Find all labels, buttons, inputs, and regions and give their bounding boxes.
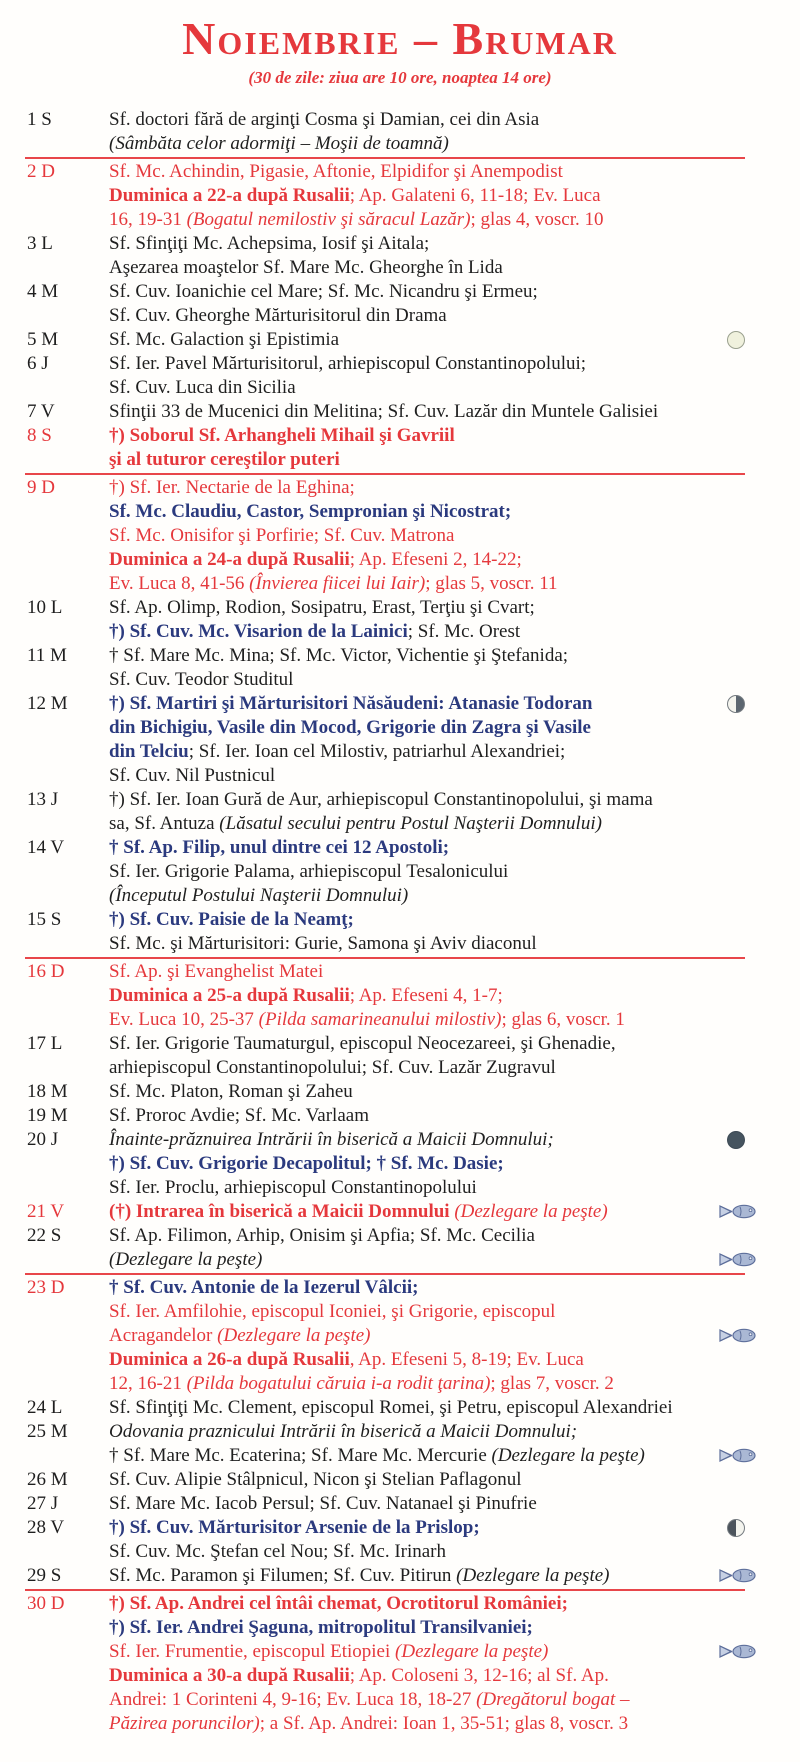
day-content bbox=[109, 1200, 800, 1224]
text-segment: Sf. Ier. Frumentie, episcopul Etiopiei bbox=[109, 1641, 396, 1662]
day-row-18 bbox=[0, 1080, 800, 1104]
text-segment: Sf. Ier. Grigorie Taumaturgul, episcopul Neocezareei, şi Ghenadie, bbox=[109, 1033, 616, 1054]
calendar-line bbox=[109, 184, 800, 208]
month-title: Noiembrie – Brumar bbox=[182, 13, 618, 64]
day-content bbox=[109, 328, 800, 352]
calendar-line bbox=[109, 1200, 800, 1224]
day-row-6 bbox=[0, 352, 800, 400]
day-row-29 bbox=[0, 1564, 800, 1588]
calendar-list bbox=[0, 108, 800, 1736]
day-row-24 bbox=[0, 1396, 800, 1420]
day-content bbox=[109, 1128, 800, 1200]
day-label: 3 L bbox=[27, 233, 53, 254]
text-segment: (Pilda samarineanului milostiv) bbox=[258, 1009, 502, 1030]
text-segment: ; Ap. Galateni 6, 11-18; Ev. Luca bbox=[349, 185, 601, 206]
text-segment: Ev. Luca 10, 25-37 bbox=[109, 1009, 259, 1030]
text-segment: †) Sf. Cuv. Mărturisitor Arsenie de la Prislop; bbox=[109, 1517, 480, 1538]
day-row-27 bbox=[0, 1492, 800, 1516]
sunday-separator-line bbox=[25, 1589, 745, 1591]
text-segment: (Dezlegare la peşte) bbox=[456, 1565, 610, 1586]
sunday-separator-line bbox=[25, 957, 745, 959]
day-row-3 bbox=[0, 232, 800, 280]
text-segment: , Ap. Efeseni 5, 8-19; Ev. Luca bbox=[349, 1349, 584, 1370]
day-row-11 bbox=[0, 644, 800, 692]
day-content bbox=[109, 960, 800, 1032]
text-segment: Sf. Mc. Galaction şi Epistimia bbox=[109, 329, 340, 350]
calendar-line bbox=[109, 1324, 800, 1348]
text-segment: Sf. Sfinţiţi Mc. Clement, episcopul Romei, şi Petru, episcopul Alexandriei bbox=[109, 1397, 673, 1418]
new-moon-icon bbox=[727, 1131, 745, 1149]
text-segment: Sf. Cuv. Alipie Stâlpnicul, Nicon şi Stelian Paflagonul bbox=[109, 1469, 522, 1490]
text-segment: Duminica a 30-a după Rusalii bbox=[109, 1665, 350, 1686]
day-label: 4 M bbox=[27, 281, 59, 302]
text-segment: arhiepiscopul Constantinopolului; Sf. Cuv. Lazăr Zugravul bbox=[109, 1057, 556, 1078]
calendar-line bbox=[109, 328, 800, 352]
text-segment: (Lăsatul secului pentru Postul Naşterii Domnului) bbox=[219, 813, 602, 834]
calendar-line bbox=[109, 1492, 800, 1516]
day-content bbox=[109, 644, 800, 692]
day-label: 5 M bbox=[27, 329, 59, 350]
fish-icon bbox=[718, 1327, 758, 1344]
fish-icon bbox=[718, 1251, 758, 1268]
calendar-line bbox=[109, 1564, 800, 1588]
day-row-22 bbox=[0, 1224, 800, 1272]
text-segment: Sf. Cuv. Ioanichie cel Mare; Sf. Mc. Nicandru şi Ermeu; bbox=[109, 281, 538, 302]
text-segment: ; Sf. Mc. Orest bbox=[407, 621, 521, 642]
text-segment: Păzirea poruncilor) bbox=[109, 1713, 260, 1734]
day-content bbox=[109, 1564, 800, 1588]
text-segment: Andrei: 1 Corinteni 4, 9-16; Ev. Luca 18, 18-27 bbox=[109, 1689, 477, 1710]
calendar-line bbox=[109, 1616, 800, 1640]
calendar-line bbox=[109, 1592, 800, 1616]
day-label: 23 D bbox=[27, 1277, 65, 1298]
text-segment: 12, 16-21 bbox=[109, 1373, 187, 1394]
text-segment: Sf. Mare Mc. Iacob Persul; Sf. Cuv. Natanael şi Pinufrie bbox=[109, 1493, 537, 1514]
calendar-line bbox=[109, 280, 800, 304]
text-segment: Sf. Cuv. Nil Pustnicul bbox=[109, 765, 276, 786]
day-content bbox=[109, 400, 800, 424]
text-segment: Sf. Mc. şi Mărturisitori: Gurie, Samona şi Aviv diaconul bbox=[109, 933, 537, 954]
day-content bbox=[109, 1080, 800, 1104]
day-label: 13 J bbox=[27, 789, 59, 810]
day-content bbox=[109, 692, 800, 788]
calendar-line bbox=[109, 572, 800, 596]
day-label: 18 M bbox=[27, 1081, 68, 1102]
calendar-line bbox=[109, 524, 800, 548]
text-segment: (Dezlegare la peşte) bbox=[109, 1249, 263, 1270]
day-label: 25 M bbox=[27, 1421, 68, 1442]
fish-icon bbox=[718, 1447, 758, 1464]
day-label: 11 M bbox=[27, 645, 67, 666]
text-segment: † Sf. Cuv. Antonie de la Iezerul Vâlcii; bbox=[109, 1277, 419, 1298]
text-segment: (Sâmbăta celor adormiţi – Moşii de toamnă) bbox=[109, 133, 449, 154]
day-label: 19 M bbox=[27, 1105, 68, 1126]
calendar-line bbox=[109, 908, 800, 932]
day-label: 14 V bbox=[27, 837, 65, 858]
calendar-line bbox=[109, 788, 800, 812]
fish-icon bbox=[718, 1643, 758, 1660]
calendar-line bbox=[109, 860, 800, 884]
day-label: 28 V bbox=[27, 1517, 65, 1538]
calendar-line bbox=[109, 1640, 800, 1664]
text-segment: Aşezarea moaştelor Sf. Mare Mc. Gheorghe în Lida bbox=[109, 257, 503, 278]
fish-icon bbox=[718, 1567, 758, 1584]
day-row-7 bbox=[0, 400, 800, 424]
calendar-line bbox=[109, 740, 800, 764]
day-label: 8 S bbox=[27, 425, 52, 446]
day-label: 22 S bbox=[27, 1225, 62, 1246]
text-segment: †) Sf. Martiri şi Mărturisitori Năsăudeni: Atanasie Todoran bbox=[109, 693, 593, 714]
calendar-line bbox=[109, 1056, 800, 1080]
day-row-14 bbox=[0, 836, 800, 908]
day-content bbox=[109, 1468, 800, 1492]
text-segment: Sf. Mc. Paramon şi Filumen; Sf. Cuv. Pitirun bbox=[109, 1565, 457, 1586]
calendar-line bbox=[109, 1152, 800, 1176]
text-segment: ; Ap. Coloseni 3, 12-16; al Sf. Ap. bbox=[349, 1665, 609, 1686]
text-segment: Sf. Mc. Achindin, Pigasie, Aftonie, Elpidifor şi Anempodist bbox=[109, 161, 563, 182]
text-segment: Duminica a 26-a după Rusalii bbox=[109, 1349, 350, 1370]
sunday-separator-line bbox=[25, 157, 745, 159]
day-row-13 bbox=[0, 788, 800, 836]
text-segment: Sf. Cuv. Teodor Studitul bbox=[109, 669, 294, 690]
text-segment: (Începutul Postului Naşterii Domnului) bbox=[109, 885, 409, 906]
text-segment: †) Sf. Ap. Andrei cel întâi chemat, Ocrotitorul României; bbox=[109, 1593, 568, 1614]
day-label: 30 D bbox=[27, 1593, 65, 1614]
text-segment: †) Sf. Ier. Ioan Gură de Aur, arhiepiscopul Constantinopolului, şi mama bbox=[109, 789, 653, 810]
calendar-line bbox=[109, 376, 800, 400]
calendar-line bbox=[109, 132, 800, 156]
day-content bbox=[109, 1104, 800, 1128]
calendar-line bbox=[109, 1224, 800, 1248]
text-segment: Sf. doctori fără de arginţi Cosma şi Damian, cei din Asia bbox=[109, 109, 540, 130]
day-label: 21 V bbox=[27, 1201, 65, 1222]
calendar-line bbox=[109, 256, 800, 280]
text-segment: † Sf. Mare Mc. Mina; Sf. Mc. Victor, Vichentie şi Ştefanida; bbox=[109, 645, 569, 666]
text-segment: ; Sf. Ier. Ioan cel Milostiv, patriarhul Alexandriei; bbox=[188, 741, 566, 762]
day-label: 26 M bbox=[27, 1469, 68, 1490]
calendar-line bbox=[109, 448, 800, 472]
text-segment: ; Ap. Efeseni 2, 14-22; bbox=[349, 549, 522, 570]
calendar-line bbox=[109, 1080, 800, 1104]
text-segment: ; glas 4, voscr. 10 bbox=[470, 209, 604, 230]
calendar-line bbox=[109, 812, 800, 836]
text-segment: şi al tuturor cereştilor puteri bbox=[109, 449, 340, 470]
calendar-line bbox=[109, 232, 800, 256]
calendar-line bbox=[109, 1372, 800, 1396]
day-row-23 bbox=[0, 1276, 800, 1396]
day-content bbox=[109, 108, 800, 156]
text-segment: Duminica a 22-a după Rusalii bbox=[109, 185, 350, 206]
fish-icon bbox=[718, 1203, 758, 1220]
day-label: 9 D bbox=[27, 477, 55, 498]
text-segment: (Pilda bogatului căruia i-a rodit ţarina) bbox=[186, 1373, 491, 1394]
day-label: 10 L bbox=[27, 597, 63, 618]
day-label: 15 S bbox=[27, 909, 62, 930]
calendar-line bbox=[109, 932, 800, 956]
calendar-line bbox=[109, 1396, 800, 1420]
day-row-10 bbox=[0, 596, 800, 644]
text-segment: † Sf. Ap. Filip, unul dintre cei 12 Apostoli; bbox=[109, 837, 450, 858]
calendar-line bbox=[109, 1276, 800, 1300]
text-segment: Sf. Mc. Claudiu, Castor, Sempronian şi Nicostrat; bbox=[109, 501, 512, 522]
text-segment: din Telciu bbox=[109, 741, 189, 762]
calendar-line bbox=[109, 1516, 800, 1540]
day-content bbox=[109, 352, 800, 400]
day-content bbox=[109, 1396, 800, 1420]
text-segment: †) Sf. Cuv. Paisie de la Neamţ; bbox=[109, 909, 354, 930]
text-segment: Ev. Luca 8, 41-56 bbox=[109, 573, 250, 594]
calendar-line bbox=[109, 548, 800, 572]
day-row-26 bbox=[0, 1468, 800, 1492]
text-segment: †) Sf. Ier. Andrei Şaguna, mitropolitul Transilvaniei; bbox=[109, 1617, 533, 1638]
calendar-line bbox=[109, 500, 800, 524]
text-segment: Sf. Mc. Onisifor şi Porfirie; Sf. Cuv. Matrona bbox=[109, 525, 455, 546]
text-segment: ; glas 6, voscr. 1 bbox=[501, 1009, 625, 1030]
calendar-line bbox=[109, 108, 800, 132]
day-label: 20 J bbox=[27, 1129, 59, 1150]
calendar-line bbox=[109, 208, 800, 232]
day-content bbox=[109, 232, 800, 280]
day-content bbox=[109, 1224, 800, 1272]
day-label: 2 D bbox=[27, 161, 55, 182]
text-segment: ; glas 7, voscr. 2 bbox=[490, 1373, 614, 1394]
sunday-separator-line bbox=[25, 473, 745, 475]
text-segment: †) Sf. Ier. Nectarie de la Eghina; bbox=[109, 477, 355, 498]
day-label: 27 J bbox=[27, 1493, 59, 1514]
calendar-line bbox=[109, 884, 800, 908]
last-quarter-moon-icon bbox=[727, 695, 745, 713]
day-row-4 bbox=[0, 280, 800, 328]
text-segment: (Dezlegare la peşte) bbox=[395, 1641, 549, 1662]
day-label: 29 S bbox=[27, 1565, 62, 1586]
day-row-12 bbox=[0, 692, 800, 788]
day-content bbox=[109, 160, 800, 232]
calendar-line bbox=[109, 764, 800, 788]
day-row-16 bbox=[0, 960, 800, 1032]
calendar-line bbox=[109, 984, 800, 1008]
calendar-line bbox=[109, 1104, 800, 1128]
calendar-line bbox=[109, 160, 800, 184]
calendar-line bbox=[109, 596, 800, 620]
calendar-line bbox=[109, 1032, 800, 1056]
day-content bbox=[109, 1516, 800, 1564]
text-segment: (Dezlegare la peşte) bbox=[454, 1201, 608, 1222]
calendar-line bbox=[109, 400, 800, 424]
day-content bbox=[109, 280, 800, 328]
calendar-line bbox=[109, 304, 800, 328]
calendar-line bbox=[109, 1300, 800, 1324]
calendar-line bbox=[109, 1176, 800, 1200]
text-segment: †) Sf. Cuv. Grigorie Decapolitul; † Sf. Mc. Dasie; bbox=[109, 1153, 504, 1174]
text-segment: Duminica a 25-a după Rusalii bbox=[109, 985, 350, 1006]
calendar-line bbox=[109, 424, 800, 448]
day-row-25 bbox=[0, 1420, 800, 1468]
calendar-line bbox=[109, 960, 800, 984]
day-row-15 bbox=[0, 908, 800, 956]
calendar-line bbox=[109, 1688, 800, 1712]
text-segment: ; a Sf. Ap. Andrei: Ioan 1, 35-51; glas 8, voscr. 3 bbox=[259, 1713, 629, 1734]
text-segment: Înainte-prăznuirea Intrării în biserică a Maicii Domnului; bbox=[109, 1129, 554, 1150]
day-row-19 bbox=[0, 1104, 800, 1128]
calendar-line bbox=[109, 668, 800, 692]
day-label: 12 M bbox=[27, 693, 68, 714]
text-segment: Duminica a 24-a după Rusalii bbox=[109, 549, 350, 570]
calendar-line bbox=[109, 692, 800, 716]
day-label: 6 J bbox=[27, 353, 49, 374]
calendar-line bbox=[109, 476, 800, 500]
text-segment: Sf. Ap. şi Evanghelist Matei bbox=[109, 961, 324, 982]
text-segment: sa, Sf. Antuza bbox=[109, 813, 220, 834]
text-segment: Sf. Proroc Avdie; Sf. Mc. Varlaam bbox=[109, 1105, 369, 1126]
text-segment: Sf. Cuv. Mc. Ştefan cel Nou; Sf. Mc. Irinarh bbox=[109, 1541, 447, 1562]
calendar-line bbox=[109, 1248, 800, 1272]
month-subtitle: (30 de zile: ziua are 10 ore, noaptea 14 ore) bbox=[248, 68, 552, 87]
day-content bbox=[109, 908, 800, 956]
day-label: 17 L bbox=[27, 1033, 63, 1054]
day-row-5 bbox=[0, 328, 800, 352]
text-segment: Sf. Ier. Grigorie Palama, arhiepiscopul Tesalonicului bbox=[109, 861, 509, 882]
day-row-28 bbox=[0, 1516, 800, 1564]
calendar-line bbox=[109, 1444, 800, 1468]
text-segment: Sf. Ap. Filimon, Arhip, Onisim şi Apfia; Sf. Mc. Cecilia bbox=[109, 1225, 535, 1246]
text-segment: Sfinţii 33 de Mucenici din Melitina; Sf. Cuv. Lazăr din Muntele Galisiei bbox=[109, 401, 659, 422]
calendar-line bbox=[109, 716, 800, 740]
text-segment: Sf. Ier. Pavel Mărturisitorul, arhiepiscopul Constantinopolului; bbox=[109, 353, 587, 374]
day-row-30 bbox=[0, 1592, 800, 1736]
day-content bbox=[109, 596, 800, 644]
text-segment: (†) Intrarea în biserică a Maicii Domnului bbox=[109, 1201, 455, 1222]
text-segment: Sf. Sfinţiţi Mc. Achepsima, Iosif şi Aitala; bbox=[109, 233, 430, 254]
calendar-line bbox=[109, 1348, 800, 1372]
text-segment: din Bichigiu, Vasile din Mocod, Grigorie din Zagra şi Vasile bbox=[109, 717, 591, 738]
sunday-separator-line bbox=[25, 1273, 745, 1275]
text-segment: Sf. Cuv. Luca din Sicilia bbox=[109, 377, 296, 398]
calendar-line bbox=[109, 1128, 800, 1152]
day-label: 1 S bbox=[27, 109, 52, 130]
text-segment: Sf. Ier. Proclu, arhiepiscopul Constantinopolului bbox=[109, 1177, 477, 1198]
full-moon-icon bbox=[727, 331, 745, 349]
text-segment: ; Ap. Efeseni 4, 1-7; bbox=[349, 985, 503, 1006]
day-label: 16 D bbox=[27, 961, 65, 982]
text-segment: Acragandelor bbox=[109, 1325, 218, 1346]
day-content bbox=[109, 788, 800, 836]
day-content bbox=[109, 476, 800, 596]
day-row-2 bbox=[0, 160, 800, 232]
first-quarter-moon-icon bbox=[727, 1519, 745, 1537]
calendar-line bbox=[109, 1664, 800, 1688]
calendar-line bbox=[109, 1420, 800, 1444]
text-segment: (Dregătorul bogat – bbox=[476, 1689, 630, 1710]
text-segment: ; glas 5, voscr. 11 bbox=[425, 573, 558, 594]
calendar-line bbox=[109, 1008, 800, 1032]
calendar-line bbox=[109, 620, 800, 644]
day-content bbox=[109, 1492, 800, 1516]
text-segment: †) Sf. Cuv. Mc. Visarion de la Lainici bbox=[109, 621, 408, 642]
day-row-20 bbox=[0, 1128, 800, 1200]
text-segment: (Învierea fiicei lui Iair) bbox=[249, 573, 426, 594]
day-row-17 bbox=[0, 1032, 800, 1080]
day-row-21 bbox=[0, 1200, 800, 1224]
calendar-line bbox=[109, 644, 800, 668]
text-segment: Sf. Cuv. Gheorghe Mărturisitorul din Drama bbox=[109, 305, 447, 326]
calendar-line bbox=[109, 352, 800, 376]
text-segment: †) Soborul Sf. Arhangheli Mihail şi Gavriil bbox=[109, 425, 455, 446]
day-content bbox=[109, 1592, 800, 1736]
day-content bbox=[109, 1420, 800, 1468]
day-content bbox=[109, 1276, 800, 1396]
day-label: 24 L bbox=[27, 1397, 63, 1418]
text-segment: (Dezlegare la peşte) bbox=[217, 1325, 371, 1346]
day-content bbox=[109, 424, 800, 472]
calendar-line bbox=[109, 1540, 800, 1564]
text-segment: (Bogatul nemilostiv şi săracul Lazăr) bbox=[186, 209, 471, 230]
text-segment: Sf. Ier. Amfilohie, episcopul Iconiei, şi Grigorie, episcopul bbox=[109, 1301, 556, 1322]
day-row-8 bbox=[0, 424, 800, 472]
text-segment: Sf. Ap. Olimp, Rodion, Sosipatru, Erast, Terţiu şi Cvart; bbox=[109, 597, 535, 618]
day-content bbox=[109, 836, 800, 908]
calendar-line bbox=[109, 1712, 800, 1736]
text-segment: † Sf. Mare Mc. Ecaterina; Sf. Mare Mc. Mercurie bbox=[109, 1445, 492, 1466]
text-segment: 16, 19-31 bbox=[109, 209, 187, 230]
text-segment: Odovania praznicului Intrării în biserică a Maicii Domnului; bbox=[109, 1421, 578, 1442]
day-row-1 bbox=[0, 108, 800, 156]
day-row-9 bbox=[0, 476, 800, 596]
text-segment: (Dezlegare la peşte) bbox=[491, 1445, 645, 1466]
day-content bbox=[109, 1032, 800, 1080]
calendar-line bbox=[109, 836, 800, 860]
day-label: 7 V bbox=[27, 401, 55, 422]
calendar-line bbox=[109, 1468, 800, 1492]
text-segment: Sf. Mc. Platon, Roman şi Zaheu bbox=[109, 1081, 353, 1102]
